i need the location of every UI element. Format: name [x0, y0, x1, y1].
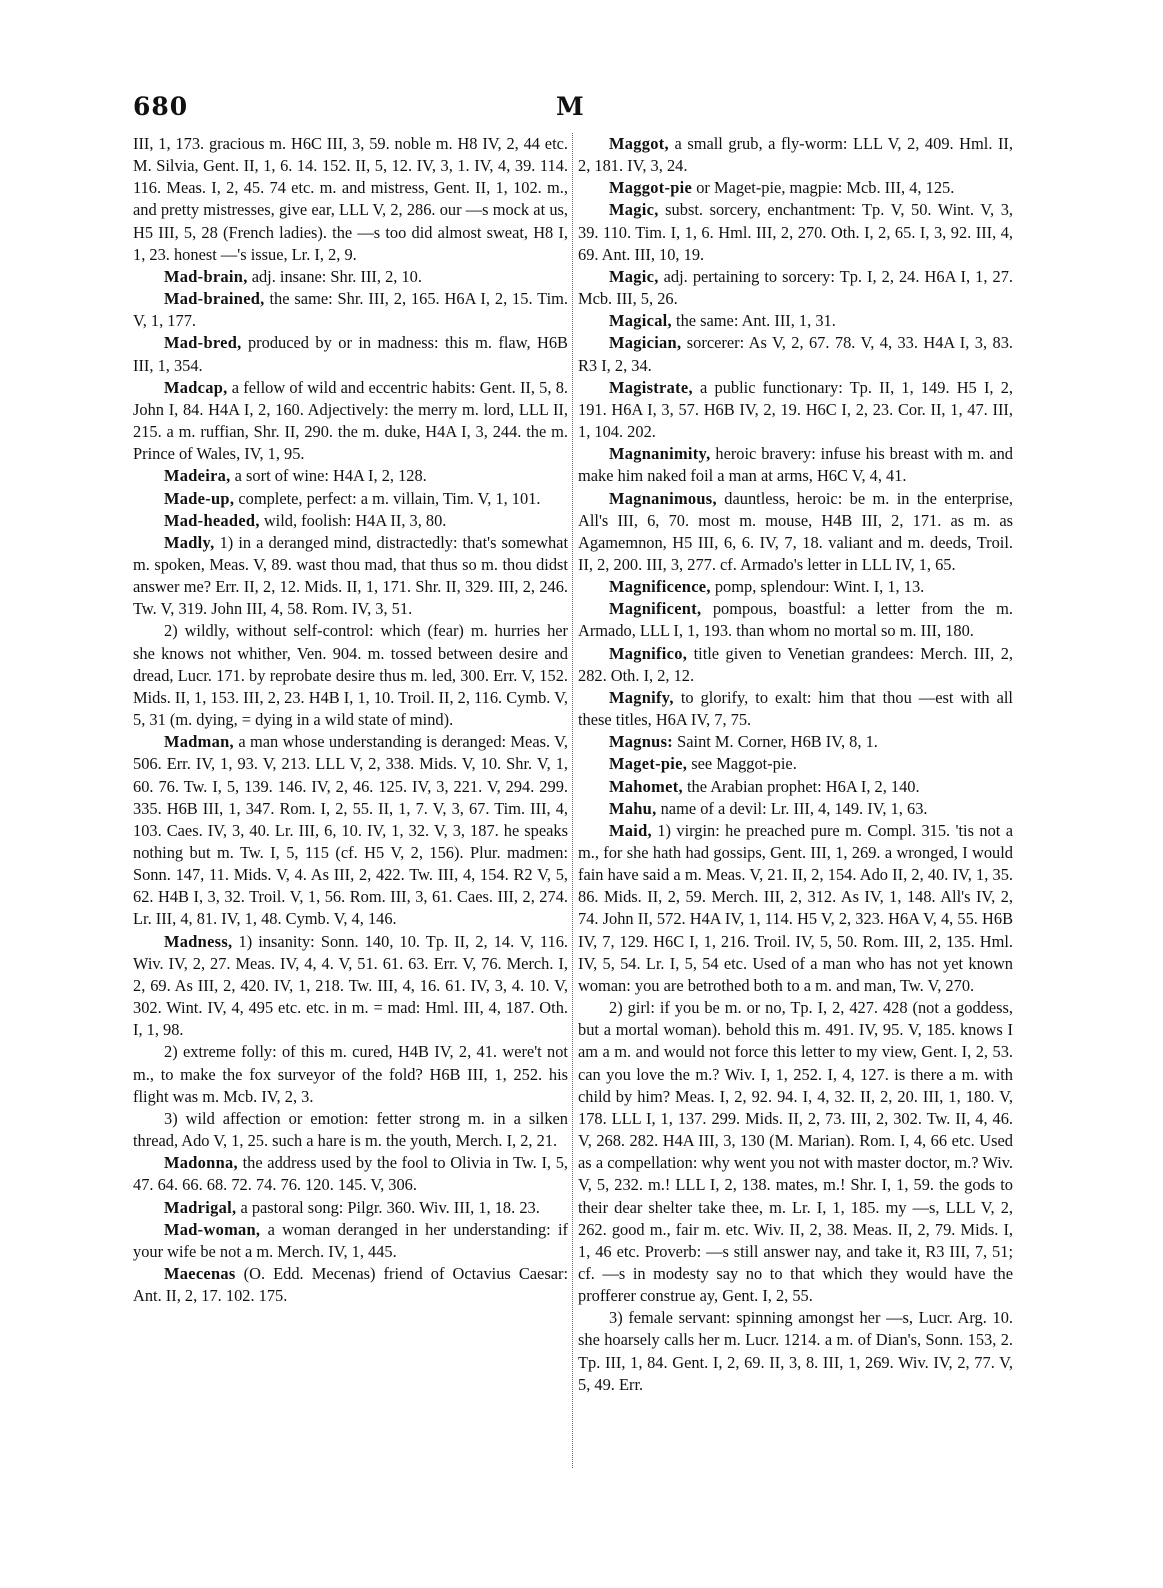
dictionary-entry: [133, 377, 568, 466]
entry-definition: the same: Shr. III, 2, 165. H6A I, 2, 15. Tim. V, 1, 177.: [133, 289, 568, 331]
entry-headword: Mad-woman,: [164, 1219, 261, 1239]
entry-headword: Magistrate,: [609, 377, 693, 397]
entry-definition: a woman deranged in her understanding: if your wife be not a m. Merch. IV, 1, 445.: [133, 1219, 568, 1261]
right-column: [578, 133, 1013, 1396]
entry-headword: Madness,: [164, 931, 233, 951]
dictionary-entry: [578, 798, 1013, 820]
dictionary-entry: [133, 510, 568, 532]
entry-headword: Mad-headed,: [164, 510, 260, 530]
dictionary-entry: [578, 199, 1013, 265]
entry-headword: Madcap,: [164, 377, 228, 397]
entry-definition: 1) virgin: he preached pure m. Compl. 315. 'tis not a m., for she hath had gossips, Gent. III, 1, 269. a wronged, I would fain have said a m. Meas. V, 21. II, 2, 154. Ado II, 2, 40. IV, 1, 35. 86. Mids. II, 2, 59. Merch. III, 2, 312. As IV, 1, 148. All's IV, 2, 74. John II, 572. H4A IV, 1, 114. H5 V, 2, 323. H6A V, 4, 55. H6B IV, 7, 129. H6C I, 1, 216. Troil. IV, 5, 50. Rom. III, 2, 135. Hml. IV, 5, 54. Lr. I, 5, 54 etc. Used of a man who has not yet known woman: you are betrothed both to a m. and man, Tw. V, 270.: [578, 820, 1013, 995]
entry-definition: a man whose understanding is deranged: Meas. V, 506. Err. IV, 1, 93. V, 213. LLL V, 2, 338. Mids. V, 10. Shr. V, 1, 60. 76. Tw. I, 5, 139. 146. IV, 2, 46. 125. IV, 3, 221. V, 294. 299. 335. H6B III, 1, 347. Rom. I, 2, 55. II, 1, 7. V, 3, 67. Tim. III, 4, 103. Caes. IV, 3, 40. Lr. III, 6, 10. IV, 1, 32. V, 3, 187. he speaks nothing but m. Tw. I, 5, 115 (cf. H5 V, 2, 156). Plur. madmen: Sonn. 147, 11. Mids. V, 4. As III, 2, 422. Tw. III, 4, 154. R2 V, 5, 62. H4B I, 3, 32. Troil. V, 1, 56. Rom. III, 3, 61. Caes. III, 2, 274. Lr. III, 4, 81. IV, 1, 48. Cymb. V, 4, 146.: [133, 732, 568, 929]
dictionary-entry: [133, 465, 568, 487]
dictionary-entry: [578, 133, 1013, 177]
left-column: [133, 133, 568, 1307]
entry-definition: 1) in a deranged mind, distractedly: that's somewhat m. spoken, Meas. V, 89. wast thou mad, that thus so m. thou didst answer me? Err. II, 2, 12. Mids. II, 1, 171. Shr. II, 329. III, 2, 246. Tw. V, 319. John III, 4, 58. Rom. IV, 3, 51.: [133, 532, 568, 619]
dictionary-entry: [133, 488, 568, 510]
column-divider: [572, 133, 573, 1468]
entry-headword: Magnanimity,: [609, 444, 711, 464]
dictionary-entry: [578, 377, 1013, 443]
dictionary-entry: [578, 753, 1013, 775]
entry-headword: Magical,: [609, 311, 672, 331]
running-head: M: [556, 92, 584, 121]
entry-definition: (O. Edd. Mecenas) friend of Octavius Caesar: Ant. II, 2, 17. 102. 175.: [133, 1263, 568, 1306]
dictionary-entry: [578, 332, 1013, 376]
dictionary-entry: [133, 133, 568, 266]
entry-definition: a small grub, a fly-worm: LLL V, 2, 409. Hml. II, 2, 181. IV, 3, 24.: [578, 134, 1013, 176]
entry-headword: Magnanimous,: [609, 488, 717, 508]
entry-headword: Mad-brain,: [164, 266, 248, 286]
entry-definition: 2) girl: if you be m. or no, Tp. I, 2, 427. 428 (not a goddess, but a mortal woman). behold this m. 491. IV, 95. V, 185. knows I am a m. and would not force this letter to my view, Gent. I, 2, 53. can you love the m.? Wiv. I, 1, 252. I, 4, 127. is there a m. with child by him? Meas. I, 2, 92. 94. I, 4, 32. II, 2, 20. III, 1, 180. V, 178. LLL I, 1, 137. 299. Mids. II, 2, 73. III, 2, 302. Tw. II, 4, 46. V, 268. 282. H4A III, 3, 130 (M. Marian). Rom. I, 4, 66 etc. Used as a compellation: why went you not with master doctor, m.? Wiv. V, 5, 232. m.! LLL I, 2, 138. mates, m.! Shr. I, 1, 59. the gods to their dear shelter take thee, m. Lr. I, 1, 185. my —s, LLL V, 2, 262. good m., fair m. etc. Wiv. II, 2, 38. Meas. II, 2, 79. Mids. I, 1, 46 etc. Proverb: —s still answer nay, and take it, R3 III, 7, 51; cf. —s in modesty say no to that which they would have the profferer construe ay, Gent. I, 2, 55.: [578, 998, 1013, 1306]
dictionary-entry: [578, 576, 1013, 598]
dictionary-entry: [133, 288, 568, 332]
dictionary-entry: [578, 687, 1013, 731]
entry-headword: Maget-pie,: [609, 754, 688, 774]
entry-definition: sorcerer: As V, 2, 67. 78. V, 4, 33. H4A I, 3, 83. R3 I, 2, 34.: [578, 333, 1013, 375]
entry-definition: subst. sorcery, enchantment: Tp. V, 50. Wint. V, 3, 39. 110. Tim. I, 1, 6. Hml. III, 2, 270. Oth. I, 2, 65. I, 3, 92. III, 4, 69. Ant. III, 10, 19.: [578, 200, 1013, 264]
entry-headword: Maid,: [609, 820, 652, 840]
dictionary-entry: [133, 1197, 568, 1219]
dictionary-entry: [133, 931, 568, 1042]
entry-definition: a pastoral song: Pilgr. 360. Wiv. III, 1, 18. 23.: [236, 1197, 540, 1217]
entry-definition: title given to Venetian grandees: Merch. III, 2, 282. Oth. I, 2, 12.: [578, 643, 1013, 685]
entry-headword: Magnus:: [609, 732, 674, 752]
entry-headword: Maggot-pie: [609, 178, 693, 198]
entry-headword: Magnificence,: [609, 577, 711, 597]
dictionary-entry: [133, 620, 568, 731]
entry-definition: 3) female servant: spinning amongst her —s, Lucr. Arg. 10. she hoarsely calls her m. Lucr. 1214. a m. of Dian's, Sonn. 153, 2. Tp. III, 1, 84. Gent. I, 2, 69. II, 3, 8. III, 1, 269. Wiv. IV, 2, 77. V, 5, 49. Err.: [578, 1308, 1013, 1394]
entry-definition: pompous, boastful: a letter from the m. Armado, LLL I, 1, 193. than whom no mortal so m. III, 180.: [578, 599, 1013, 641]
entry-definition: name of a devil: Lr. III, 4, 149. IV, 1, 63.: [656, 798, 928, 818]
entry-headword: Magnifico,: [609, 643, 688, 663]
dictionary-entry: [133, 1219, 568, 1263]
entry-headword: Madrigal,: [164, 1197, 237, 1217]
entry-definition: adj. insane: Shr. III, 2, 10.: [247, 266, 422, 286]
entry-headword: Magic,: [609, 266, 659, 286]
entry-definition: 2) wildly, without self-control: which (fear) m. hurries her she knows not whither, Ven. 904. m. tossed between desire and dread, Lucr. 171. by reprobate desire thus m. led, 300. Err. V, 152. Mids. II, 1, 153. III, 2, 23. H4B I, 1, 10. Troil. II, 2, 116. Cymb. V, 5, 31 (m. dying, = dying in a wild state of mind).: [133, 621, 568, 730]
entry-definition: a fellow of wild and eccentric habits: Gent. II, 5, 8. John I, 84. H4A I, 2, 160. Adjectively: the merry m. lord, LLL II, 215. a m. ruffian, Shr. II, 290. the m. duke, H4A I, 3, 244. the m. Prince of Wales, IV, 1, 95.: [133, 377, 568, 464]
entry-definition: heroic bravery: infuse his breast with m. and make him naked foil a man at arms, H6C V, 4, 41.: [578, 444, 1013, 486]
entry-definition: the same: Ant. III, 1, 31.: [671, 311, 836, 331]
entry-definition: to glorify, to exalt: him that thou —est with all these titles, H6A IV, 7, 75.: [578, 687, 1013, 730]
dictionary-entry: [578, 488, 1013, 577]
entry-definition: the address used by the fool to Olivia in Tw. I, 5, 47. 64. 66. 68. 72. 74. 76. 120. 145. V, 306.: [133, 1153, 568, 1195]
entry-definition: pomp, splendour: Wint. I, 1, 13.: [710, 577, 925, 597]
dictionary-entry: [578, 731, 1013, 753]
dictionary-entry: [578, 598, 1013, 642]
entry-headword: Mahomet,: [609, 776, 683, 796]
dictionary-entry: [133, 731, 568, 930]
entry-headword: Magic,: [609, 200, 659, 220]
entry-definition: 2) extreme folly: of this m. cured, H4B IV, 2, 41. were't not m., to make the fox surveyor of the fold? H6B III, 1, 252. his flight was m. Mcb. IV, 2, 3.: [133, 1042, 568, 1106]
dictionary-entry: [578, 443, 1013, 487]
dictionary-entry: [578, 177, 1013, 199]
entry-definition: complete, perfect: a m. villain, Tim. V, 1, 101.: [234, 488, 541, 508]
entry-definition: adj. pertaining to sorcery: Tp. I, 2, 24. H6A I, 1, 27. Mcb. III, 5, 26.: [578, 266, 1013, 309]
entry-headword: Mad-bred,: [164, 333, 242, 353]
entry-headword: Magnificent,: [609, 599, 702, 619]
entry-headword: Madly,: [164, 532, 215, 552]
dictionary-entry: [133, 1152, 568, 1196]
entry-definition: a sort of wine: H4A I, 2, 128.: [230, 466, 427, 486]
entry-definition: 1) insanity: Sonn. 140, 10. Tp. II, 2, 14. V, 116. Wiv. IV, 2, 27. Meas. IV, 4, 4. V, 51. 61. 63. Err. V, 76. Merch. I, 2, 69. As III, 2, 420. IV, 1, 218. Tw. III, 4, 16. 61. IV, 3, 4. 10. V, 302. Wint. IV, 4, 495 etc. etc. in m. = mad: Hml. III, 4, 187. Oth. I, 1, 98.: [133, 931, 568, 1040]
entry-headword: Magician,: [609, 333, 682, 353]
entry-headword: Madman,: [164, 732, 234, 752]
entry-headword: Madonna,: [164, 1153, 238, 1173]
entry-definition: wild, foolish: H4A II, 3, 80.: [259, 510, 447, 530]
dictionary-entry: [578, 997, 1013, 1307]
entry-headword: Maggot,: [609, 134, 669, 153]
entry-headword: Made-up,: [164, 488, 235, 508]
dictionary-entry: [133, 266, 568, 288]
entry-definition: a public functionary: Tp. II, 1, 149. H5 I, 2, 191. H6A I, 3, 57. H6B IV, 2, 19. H6C I, 2, 23. Cor. II, 1, 47. III, 1, 104. 202.: [578, 377, 1013, 442]
dictionary-entry: [133, 532, 568, 621]
entry-definition: dauntless, heroic: be m. in the enterprise, All's III, 6, 70. most m. mouse, H4B III, 2, 171. as m. as Agamemnon, H5 III, 6, 6. IV, 7, 18. valiant and m. deeds, Troil. II, 2, 200. III, 3, 277. cf. Armado's letter in LLL IV, 1, 65.: [578, 488, 1013, 574]
entry-definition: the Arabian prophet: H6A I, 2, 140.: [682, 776, 920, 796]
entry-headword: Mad-brained,: [164, 289, 265, 309]
entry-definition: 3) wild affection or emotion: fetter strong m. in a silken thread, Ado V, 1, 25. such a hare is m. the youth, Merch. I, 2, 21.: [133, 1108, 568, 1151]
dictionary-entry: [133, 1263, 568, 1307]
dictionary-entry: [578, 820, 1013, 997]
entry-definition: or Maget-pie, magpie: Mcb. III, 4, 125.: [692, 178, 955, 198]
entry-headword: Madeira,: [164, 466, 231, 486]
dictionary-entry: [578, 266, 1013, 310]
page-number: 680: [133, 92, 189, 121]
entry-definition: see Maggot-pie.: [687, 754, 797, 774]
dictionary-entry: [578, 310, 1013, 332]
entry-definition: produced by or in madness: this m. flaw, H6B III, 1, 354.: [133, 333, 568, 375]
dictionary-entry: [578, 643, 1013, 687]
dictionary-entry: [133, 1041, 568, 1107]
entry-headword: Mahu,: [609, 798, 657, 818]
dictionary-entry: [578, 1307, 1013, 1396]
dictionary-entry: [133, 1108, 568, 1152]
dictionary-entry: [133, 332, 568, 376]
dictionary-entry: [578, 776, 1013, 798]
entry-headword: Maecenas: [164, 1263, 236, 1283]
entry-headword: Magnify,: [609, 687, 674, 707]
entry-definition: Saint M. Corner, H6B IV, 8, 1.: [673, 732, 878, 752]
entry-definition: III, 1, 173. gracious m. H6C III, 3, 59. noble m. H8 IV, 2, 44 etc. M. Silvia, Gent. II, 1, 6. 14. 152. II, 5, 12. IV, 3, 1. IV, 4, 39. 114. 116. Meas. I, 2, 45. 74 etc. m. and mistress, Gent. II, 1, 102. m., and pretty mistresses, give ear, LLL V, 2, 286. our —s mock at us, H5 III, 5, 28 (French ladies). the —s too did almost sweat, H8 I, 1, 23. honest —'s issue, Lr. I, 2, 9.: [133, 134, 568, 264]
